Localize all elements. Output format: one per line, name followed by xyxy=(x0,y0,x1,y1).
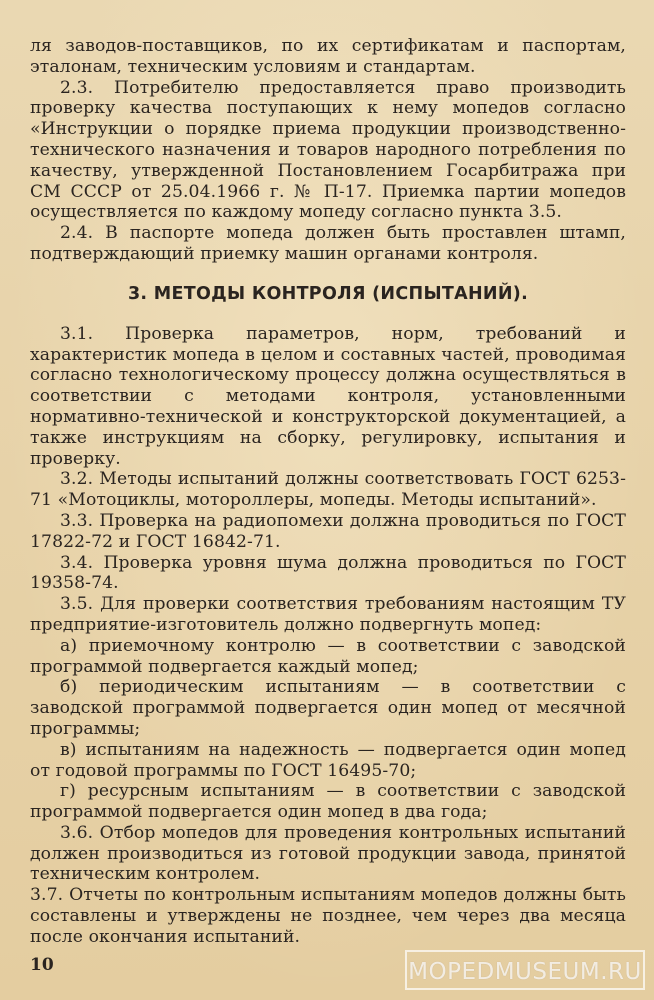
document-body xyxy=(30,36,626,948)
paragraph-2-4: 2.4. В паспорте мопеда должен быть проставлен штамп, подтверждающий приемку машин органами контроля. xyxy=(30,223,626,264)
paragraph-3-5-g: г) ресурсным испытаниям — в соответствии с заводской программой подвергается один мопед в два года; xyxy=(30,781,626,823)
page-number: 10 xyxy=(30,955,54,975)
paragraph-3-6: 3.6. Отбор мопедов для проведения контрольных испытаний должен производиться из готовой продукции завода, принятой техническим контролем. xyxy=(30,822,626,885)
paragraph-3-5-v: в) испытаниям на надежность — подвергается один мопед от годовой программы по ГОСТ 16495-70; xyxy=(30,739,626,781)
watermark-label: MOPEDMUSEUM.RU xyxy=(405,950,645,990)
paragraph-3-5: 3.5. Для проверки соответствия требованиям настоящим ТУ предприятие-изготовитель должно подвергнуть мопед: xyxy=(30,594,626,635)
paragraph-3-5-b: б) периодическим испытаниям — в соответствии с заводской программой подвергается один мопед от месячной программы; xyxy=(30,677,626,739)
paragraph-2-3: 2.3. Потребителю предоставляется право производить проверку качества поступающих к нему мопедов согласно «Инструкции о порядке приема продукции производственно-технического назначения и товаров народного потребления по качеству, утвержденной Постановлением Госарбитража при СМ СССР от 25.04.1966 г. № П-17. Приемка партии мопедов осуществляется по каждому мопеду согласно пункта 3.5. xyxy=(30,77,626,223)
paragraph-3-7: 3.7. Отчеты по контрольным испытаниям мопедов должны быть составлены и утверждены не позднее, чем через два месяца после окончания испытаний. xyxy=(30,885,626,947)
paragraph-3-4: 3.4. Проверка уровня шума должна проводиться по ГОСТ 19358-74. xyxy=(30,552,626,594)
section-title: 3. МЕТОДЫ КОНТРОЛЯ (ИСПЫТАНИЙ). xyxy=(127,283,529,304)
paragraph-3-1: 3.1. Проверка параметров, норм, требований и характеристик мопеда в целом и составных частей, проводимая согласно технологическому процессу должна осуществляться в соответствии с методами контроля, установленными нормативно-технической и конструкторской документацией, а также инструкциям на сборку, регулировку, испытания и проверку. xyxy=(30,323,626,469)
paragraph-3-2: 3.2. Методы испытаний должны соответствовать ГОСТ 6253-71 «Мотоциклы, мотороллеры, мопеды. Методы испытаний». xyxy=(30,469,626,511)
paragraph-3-3: 3.3. Проверка на радиопомехи должна проводиться по ГОСТ 17822-72 и ГОСТ 16842-71. xyxy=(30,510,626,552)
paragraph-3-5-a: а) приемочному контролю — в соответствии с заводской программой подвергается каждый мопед; xyxy=(30,635,626,677)
paragraph-intro-tail: ля заводов-поставщиков, по их сертификатам и паспортам, эталонам, техническим условиям и стандартам. xyxy=(30,36,626,77)
